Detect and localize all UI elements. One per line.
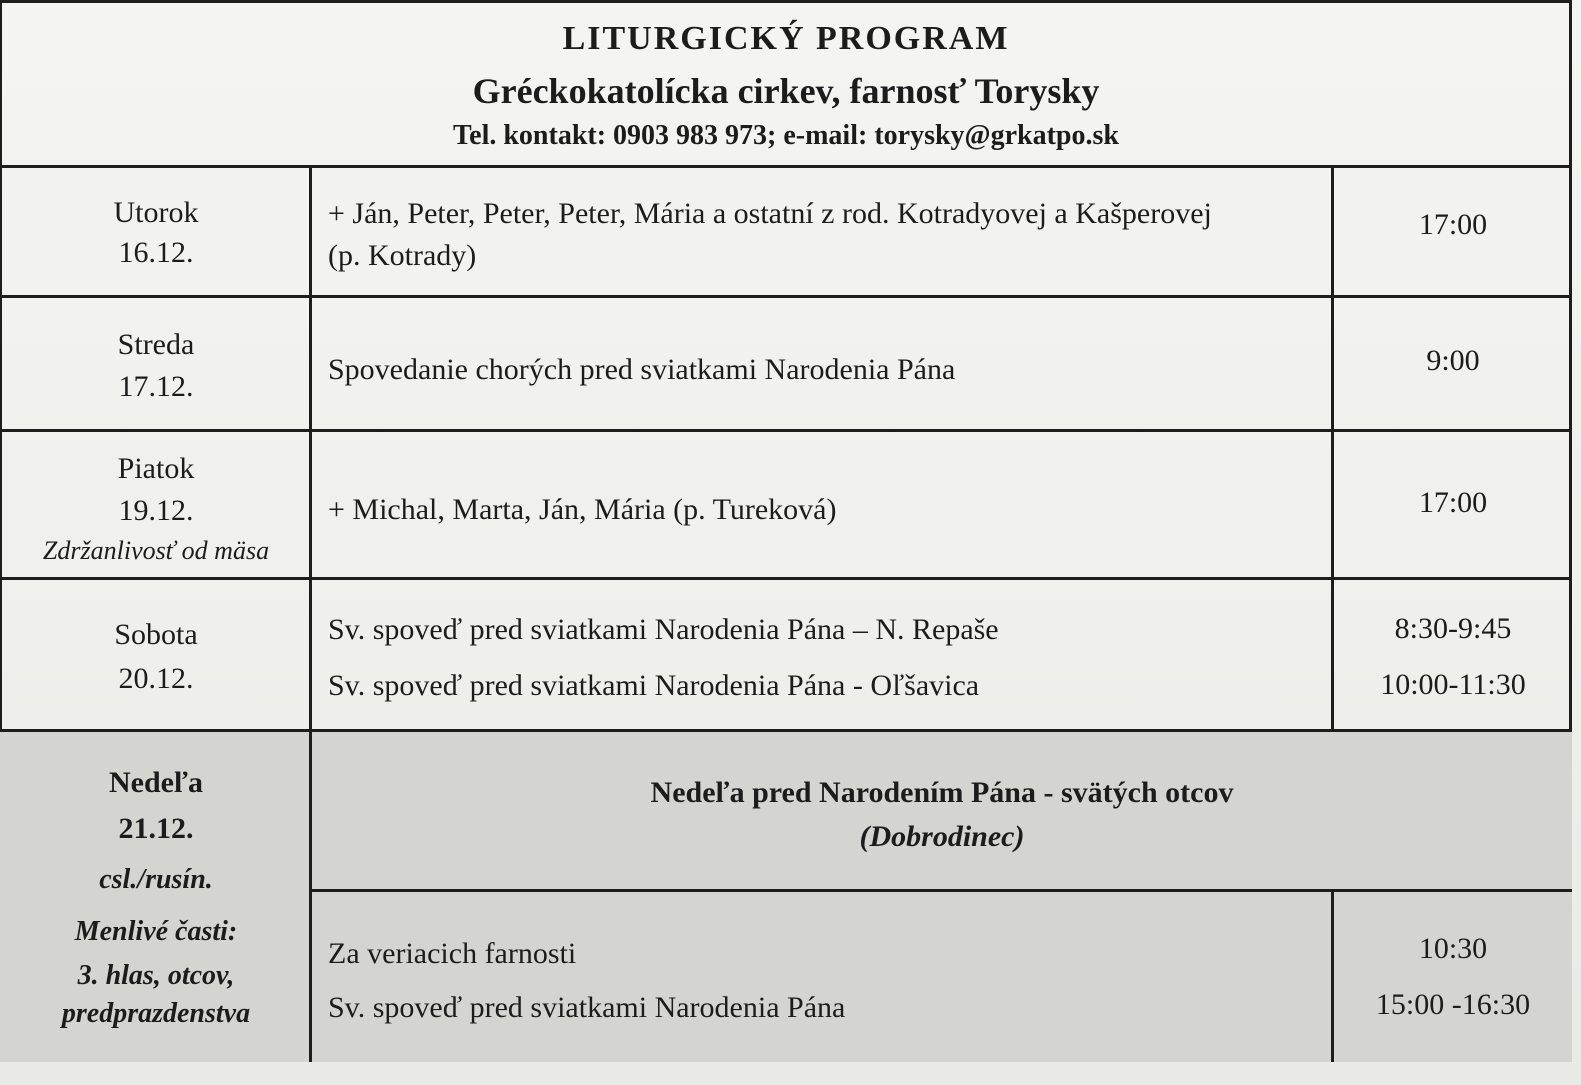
intention-text: Za veriacich farnosti [328, 937, 577, 970]
bulletin-header [0, 0, 1572, 168]
feast-subtitle: (Dobrodinec) [859, 820, 1025, 853]
service-time: 8:30-9:45 [1394, 612, 1512, 645]
day-name: Utorok [113, 196, 199, 229]
time-cell [1334, 432, 1572, 577]
contact-info: Tel. kontakt: 0903 983 973; e-mail: torysky@grkatpo.sk [453, 120, 1119, 151]
day-name: Piatok [117, 452, 195, 485]
day-cell [0, 580, 312, 729]
day-cell [0, 432, 312, 577]
service-time: 17:00 [1418, 486, 1488, 519]
intention-text: + Michal, Marta, Ján, Mária (p. Tureková) [328, 493, 837, 526]
feast-title: Nedeľa pred Narodením Pána - svätých otcov [650, 776, 1234, 809]
intention-text: Spovedanie chorých pred sviatkami Narodenia Pána [328, 353, 956, 386]
confession-text: Sv. spoveď pred sviatkami Narodenia Pána - Oľšavica [328, 669, 980, 702]
schedule-row-streda [0, 298, 1572, 432]
description-cell [312, 580, 1334, 729]
intention-text: + Ján, Peter, Peter, Peter, Mária a ostatní z rod. Kotradyovej a Kašperovej [328, 197, 1212, 230]
description-cell [312, 432, 1334, 577]
schedule-row-utorok [0, 168, 1572, 298]
intention-text-cont: (p. Kotrady) [328, 239, 477, 272]
service-time: 10:30 [1418, 932, 1488, 965]
day-date: 16.12. [118, 236, 194, 269]
time-cell [1334, 580, 1572, 729]
day-name: Streda [117, 328, 195, 361]
feast-banner [312, 732, 1572, 892]
schedule-row-piatok [0, 432, 1572, 580]
service-time: 9:00 [1426, 344, 1480, 377]
page-title: LITURGICKÝ PROGRAM [562, 20, 1010, 57]
day-cell [0, 298, 312, 429]
description-cell [312, 168, 1334, 295]
day-cell [0, 732, 312, 1062]
liturgy-language: csl./rusín. [99, 864, 213, 895]
parish-name: Gréckokatolícka cirkev, farnosť Torysky [472, 71, 1100, 111]
confession-text: Sv. spoveď pred sviatkami Narodenia Pána [328, 991, 846, 1024]
time-cell [1334, 298, 1572, 429]
day-cell [0, 168, 312, 295]
changing-parts-text: predprazdenstva [61, 998, 251, 1029]
service-time: 10:00-11:30 [1380, 668, 1526, 701]
day-date: 19.12. [118, 494, 194, 527]
description-cell [312, 892, 1334, 1062]
changing-parts-text: 3. hlas, otcov, [77, 960, 235, 991]
schedule-row-nedela [0, 732, 1572, 1062]
service-time: 15:00 -16:30 [1375, 988, 1531, 1021]
changing-parts-label: Menlivé časti: [74, 916, 238, 947]
time-cell [1334, 892, 1572, 1062]
service-time: 17:00 [1418, 208, 1488, 241]
description-cell [312, 298, 1334, 429]
day-name: Sobota [114, 618, 198, 651]
schedule-row-sobota [0, 580, 1572, 732]
day-date: 17.12. [118, 370, 194, 403]
confession-text: Sv. spoveď pred sviatkami Narodenia Pána – N. Repaše [328, 613, 999, 646]
time-cell [1334, 168, 1572, 295]
day-date: 20.12. [118, 662, 194, 695]
fasting-note: Zdržanlivosť od mäsa [42, 536, 270, 565]
day-date: 21.12. [118, 812, 194, 845]
day-name: Nedeľa [108, 766, 204, 799]
